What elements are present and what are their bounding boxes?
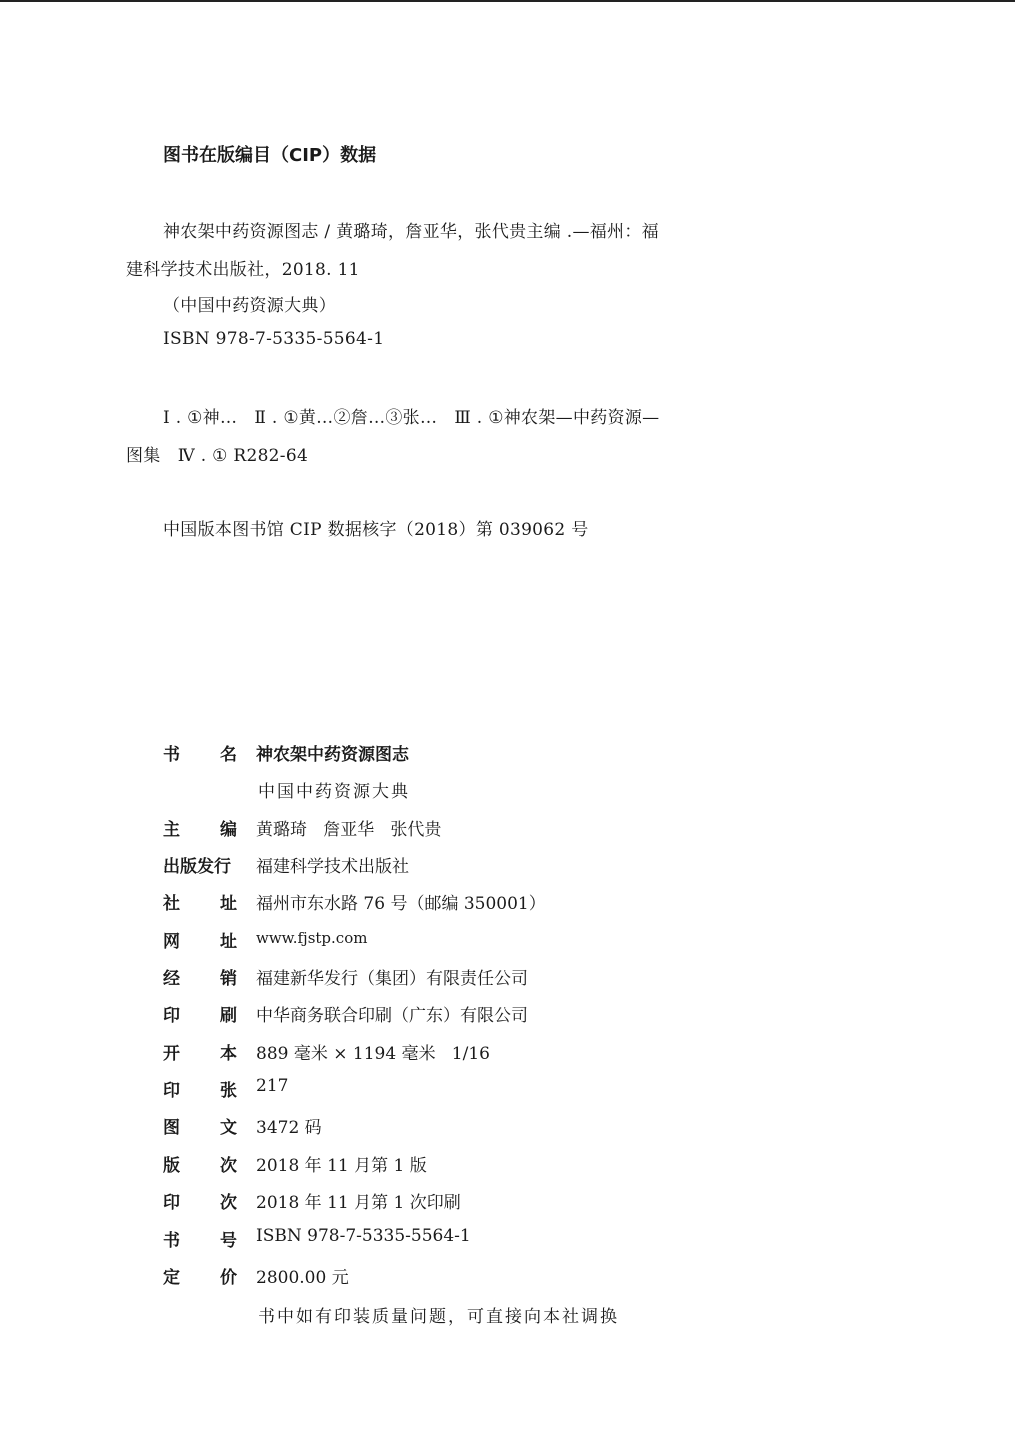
cip-line-4: ISBN 978-7-5335-5564-1 [163, 329, 385, 349]
cip-line-6: 图集 Ⅳ . ① R282-64 [126, 446, 309, 466]
cip-line-3: （中国中药资源大典） [163, 296, 336, 316]
label-printer: 印 刷 [163, 1006, 237, 1026]
format: 889 毫米 × 1194 毫米 1/16 [256, 1044, 490, 1064]
quality-notice: 书中如有印装质量问题，可直接向本社调换 [258, 1307, 619, 1327]
label-isbn: 书 号 [163, 1231, 237, 1251]
top-rule [0, 0, 1015, 2]
printing: 2018 年 11 月第 1 次印刷 [256, 1193, 461, 1213]
cip-line-7: 中国版本图书馆 CIP 数据核字（2018）第 039062 号 [163, 520, 589, 540]
label-printing: 印 次 [163, 1193, 237, 1213]
label-price: 定 价 [163, 1268, 237, 1288]
cip-heading: 图书在版编目（CIP）数据 [163, 145, 377, 166]
label-editors: 主 编 [163, 820, 237, 840]
label-edition: 版 次 [163, 1156, 237, 1176]
label-website: 网 址 [163, 932, 237, 952]
label-format: 开 本 [163, 1044, 237, 1064]
series-name: 中国中药资源大典 [258, 782, 410, 802]
label-distributor: 经 销 [163, 969, 237, 989]
editors: 黄璐琦 詹亚华 张代贵 [256, 820, 442, 840]
website: www.fjstp.com [256, 929, 368, 947]
publisher: 福建科学技术出版社 [256, 857, 409, 877]
label-sheets: 印 张 [163, 1081, 237, 1101]
cip-line-2: 建科学技术出版社，2018. 11 [126, 260, 360, 280]
label-book-title: 书 名 [163, 745, 237, 765]
printer: 中华商务联合印刷（广东）有限公司 [256, 1006, 528, 1026]
distributor: 福建新华发行（集团）有限责任公司 [256, 969, 528, 989]
address: 福州市东水路 76 号（邮编 350001） [256, 894, 546, 914]
sheets: 217 [256, 1076, 289, 1096]
label-figures: 图 文 [163, 1118, 237, 1138]
label-publisher: 出版发行 [163, 857, 231, 877]
edition: 2018 年 11 月第 1 版 [256, 1156, 427, 1176]
figures: 3472 码 [256, 1118, 322, 1138]
isbn: ISBN 978-7-5335-5564-1 [256, 1226, 471, 1246]
cip-line-1: 神农架中药资源图志 / 黄璐琦，詹亚华，张代贵主编 .—福州：福 [163, 222, 659, 242]
cip-line-5: Ⅰ . ①神… Ⅱ . ①黄…②詹…③张… Ⅲ . ①神农架—中药资源— [163, 408, 660, 428]
book-title: 神农架中药资源图志 [256, 745, 409, 765]
label-address: 社 址 [163, 894, 237, 914]
price: 2800.00 元 [256, 1268, 349, 1288]
